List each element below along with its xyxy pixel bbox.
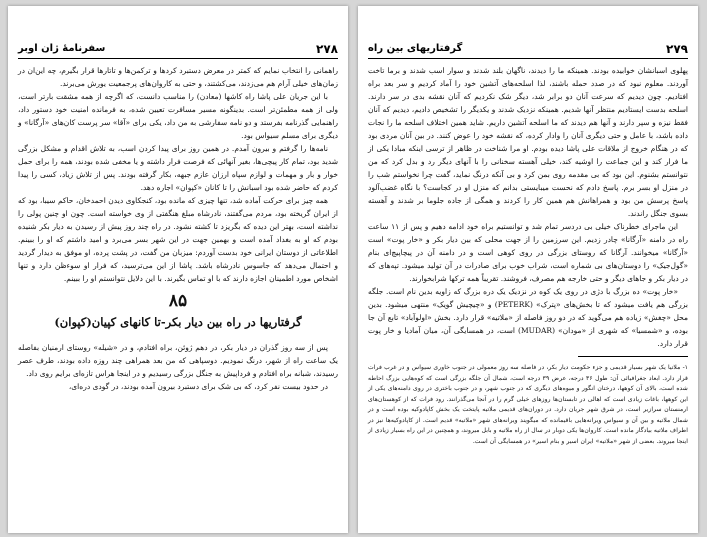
paragraph: در حدود بیست نفر کرد، که بی شک برای دستبرد بیرون آمده بودند، در گودی دره‌ای، xyxy=(68,382,328,391)
paragraph: پهلوی اسبانشان خوابیده بودند. همینکه ما را دیدند، ناگهان بلند شدند و سوار اسب شدند و برما تاخت آوردند. معلوم نبود که در صدد حمله باشند، لذا اسلحه‌های آتشین خود را آماد کردیم و سر بعد براه افتادیم. چون دیدیم که سرعت آنان دو برابر شد، دیگر شک نکردیم که آنان نقشه بدی در سر دارند. اسلحه بدست ایستادیم منتظر آنها شدیم. همینکه نزدیک شدند و یکدیگر را تشخیص دادیم، دیدیم که آنان فقط نیزه و سپر دارند و آنها هم دیدند که ما اسلحه آتشین داریم. شاید همین اختلاف اسلحه ما را نجات داده باشد، با عامل و حتی دیگری آنان را وادار کرده، که نقشه خود را عوض کنند. در بین آنان مردی بود که در هنگام خروج از ملاقات علی پاشا دیده بودم. او مرا شناخت در ظاهر از ترسی اینکه مبادا یکی از ما فرار کند و این جماعت را اوشیه کند، خیلی آهسته سخنانی را با آنهای دیگر رد و بدل کرد که من نتوانستم بشنوم. این بود که بی مقدمه روی بمن کرد و بی آنکه درنگ نماید، گفت چرا نخواستم شب را در منزل او بسر برم. پاسخ دادم که نحست میبایستی بدانم که منزل او در کجاست؟ با نگاه غضب‌آلود پاسخ پرسش من بود و همراهانش هم همین کار را کردند و همگی از جاده جلوما بر شدند و آهسته بسوی جنگل راندند. xyxy=(368,66,688,218)
left-page xyxy=(8,6,348,533)
chapter-title: گرفتاریها در راه بین دیار بکر-تا کانهای کپیان(کپوان) xyxy=(54,315,302,329)
paragraph: این ماجرای خطرناک خیلی بی دردسر تمام شد و توانستیم براه خود ادامه دهیم و پس از ۱۱ ساعت راه در دامنه «آرگانا» چادر زدیم. این سرزمین را از جهت محلی که بین دیار بکر و «خار پوت» است «آرگانا» میخوانند. آرگانا که روستای بزرگی در روی کوهی است و در دامنه آن در پیچاپیچ‌ای بنام «گول‌جیک» را دوستان‌های بی شماره است، شراب خوب برای صادرات در آن تولید میشود. تپه‌های که در دیار بکر و جاهای دیگر و حتی خارجه هم مصرف، فروشند. تقریباً همه ترکها شرابخوارند. xyxy=(368,222,688,283)
running-title: گرفتاریهای بین راه xyxy=(368,43,463,54)
running-title: سفرنامهٔ ژان اوبر xyxy=(18,43,106,54)
right-page xyxy=(358,6,698,533)
paragraph: نامه‌ها را گرفتم و بیرون آمدم. در همین روز برای پیدا کردن اسب، به تلاش اقدام و مشکل بزرگی شدید بود، تمام کار پیچی‌ها، بغیر آنهائی که فرصت فرار داشته و یا مخفی شده بودند، همه را برای حمل خوار و بار و مهمات و لوازم سپاه ارزان عازم جبهه، بکار گرفته بودند. پس از تلاش زیاد، کسی را پیدا کردم که حاضر شده بود اسبانش را تا کانان «کپوان» اجاره دهد. xyxy=(18,144,338,192)
paragraph: پس از سه روز گذران در دیار بکر، در دهم ژوئن، براه افتادم، و در «شیله» روستای ارمنیان بفاصله یک ساعت راه از شهر، درنگ نمودیم. دوسپاهی که من بعد همراهی چند روزه داده بودند، طرف عصر رسیدند، شبانه براه افتادم و فرداپیش به جنگل بزرگی رسیدیم و در اینجا هراس تازه‌ای برایم روی داد. xyxy=(18,343,338,378)
page-number: ۲۷۸ xyxy=(316,42,338,56)
left-page-header xyxy=(18,42,338,59)
right-page-header xyxy=(368,42,688,59)
left-page-body xyxy=(18,64,338,525)
section-number: ۸۵ xyxy=(168,291,188,311)
footnote-divider xyxy=(578,356,688,357)
paragraph: «خار پوت» ده بزرگ با دژی در روی یک کوه در نزدیک یک دره بزرگ که زاویه بدین نام است. جلگه بزرگی هم یافت میشود که تا بخش‌های «پترک» (PETERK) و «چیچیش گویک» منتهی میشود. بدین محل «چغش» زیاده هم می‌گوید که در دو روز فاصله از «ملاتیه» قرار دارد. بخش «اولوآباد» تابع آن جا بوده، و «شمسیا» که شهری از «مودان» (MUDAR) است، در همسایگی آن، میان آمادیا و خار پوت قرار دارد. xyxy=(368,287,688,348)
page-number: ۲۷۹ xyxy=(666,42,688,56)
paragraph: همه چیز برای حرکت آماده شد، تنها چیزی که مانده بود، کنجکاوی دیدن احمدخان، حاکم سیبا، بود که از ایران گریخته بود، مردم می‌گفتند، نادرشاه مبلغ هنگفتی از وی خواسته است. چون او چنین پولی را نداشته است، بهتر این دیده که بگریزد تا کشته نشود. در راه چند روز پیش از رسیدن به دیار بکر شنیده بودم که او به بغداد آمده است و بهمین جهت در این شهر بسر می‌برد و امید داشتم که او را ببینم. اطلاعاتی از دوستان ایرانی خود بدست آوردم: میزبان من گفت، در پشت پرده، او موفق به دیدار گردید و احتمال می‌دهد که جاسوس نادرشاه باشد. پاشا از این می‌ترسید، که فرار او سوء‌ظن دارد و تنها اشخاص مورد اطمینان اجازه دارند که با او تماس بگیرند. با این دلایل نتوانستم او را ببینم. xyxy=(18,196,338,283)
footnote: ۱- ملاتیا یک شهر بسیار قدیمی و جزء حکومت دیار بکر، در فاصله سه روز معمولی در جنوب خاوری سیواس و در غرب فرات قرار دارد. ابعاد جغرافیائی آن: طول ۳۶ درجه، عرض ۳۹ درجه است، شمال آن جلگه بزرگی است که کوه‌هایی بزرگ احاطه شده است، بالای آن کوهها، درختان انگور و میوه‌های دیگری که در جنوب شهر، و در جنوب باختری در روی دامنه‌های یکی از این کوهها، باغات زیادی است که اهالی در تابستان‌ها روزهای خیلی گرم را در آنجا می‌گذرانند. رود فرات که از کوهستان‌های ارمنستان سرازیر است، در شرق شهر جریان دارد. در دوران‌های قدیمی ملاتیه پایتخت یک بخش کاپادوکیه بوده است و در شمال ملاتیه و بین آن و سیواس ویرانه‌هایی باقیمانده که میگویند ویرانه‌های شهر «ملاتیه» قدیم است. از کاپادوکیه‌ها نیز در اطراف ملاتیه بیادگار مانده است. کاروان‌ها یکی دوبار در سال از راه ملاتیه و بابل میروند، و همچنین در این راه بسیار زیادی از اینجا میروند. بعضی از شهر «ملاتیه» ایران اسیر و بنام اسیر» در همسایگی آن است. xyxy=(368,364,688,445)
paragraph: راهمانی را انتخاب نمایم که کمتر در معرض دستبرد کردها و ترکمن‌ها و تاتارها قرار بگیرم، چه این‌ان در زمان‌های خیلی آرام هم می‌زدند، می‌کشتند، و حتی به کاروان‌های پرجمعیت یورش می‌برند. xyxy=(18,66,338,88)
right-page-body xyxy=(368,64,688,525)
paragraph: با این جریان علی پاشا راه کاشها (معادن) را مناسب دانست، که اگرچه از همه مشقت بارتر است، ولی از همه مطمئن‌تر است. بدینگونه مسیر مسافرت تعیین شده، به فرمانده امنیت خود دستور داد، راهنمایی گذرنامه بفرستد و دو نامه سفارشی به من داد، یکی برای «آقا» سر پرست کان‌های «آرگانا» و دیگری برای مسلم سیواس بود. xyxy=(18,92,338,140)
